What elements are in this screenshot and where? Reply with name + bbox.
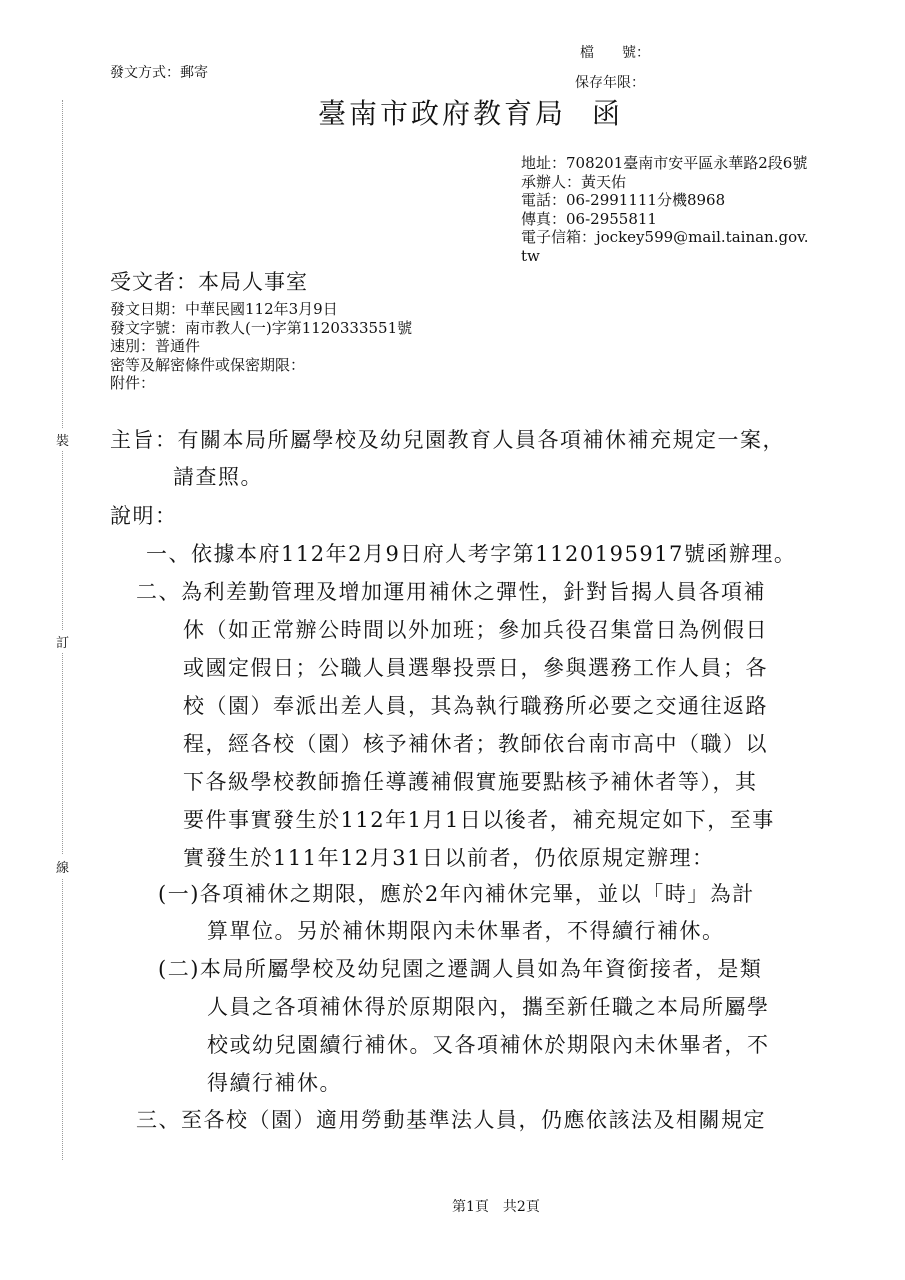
- address: 地址：708201臺南市安平區永華路2段6號: [521, 154, 808, 172]
- explanation-item-3: 三、至各校（園）適用勞動基準法人員，仍應依該法及相關規定: [136, 1108, 766, 1132]
- email: 電子信箱：jockey599@mail.tainan.gov.: [521, 228, 809, 246]
- sub-item-1-line-2: 算單位。另於補休期限內未休畢者，不得續行補休。: [207, 919, 725, 943]
- email-continued: tw: [521, 246, 540, 265]
- secrecy-level: 密等及解密條件或保密期限：: [110, 355, 306, 374]
- page-indicator: 第1頁 共2頁: [452, 1199, 540, 1215]
- retention-period: 保存年限：: [575, 75, 645, 91]
- explanation-item-2-line-6: 下各級學校教師擔任導護補假實施要點核予補休者等），其: [183, 770, 758, 794]
- document-number: 發文字號：南市教人(一)字第1120333551號: [110, 318, 413, 337]
- explanation-item-2-line-8: 實發生於111年12月31日以前者，仍依原規定辦理：: [183, 846, 715, 870]
- explanation-item-2-line-2: 休（如正常辦公時間以外加班；參加兵役召集當日為例假日: [183, 618, 768, 642]
- binding-mark-1: 裝: [56, 428, 69, 451]
- document-meta: [110, 300, 412, 393]
- explanation-item-2-line-4: 校（園）奉派出差人員，其為執行職務所必要之交通往返路: [183, 694, 768, 718]
- subject-line-1: 主旨：有關本局所屬學校及幼兒園教育人員各項補休補充規定一案，: [110, 428, 785, 452]
- explanation-heading: 說明：: [110, 504, 178, 528]
- explanation-item-2-line-3: 或國定假日；公職人員選舉投票日，參與選務工作人員；各: [183, 656, 768, 680]
- document-type: 函: [592, 97, 624, 130]
- issuing-organization: 臺南市政府教育局: [318, 97, 567, 130]
- speed-class: 速別：普通件: [110, 337, 201, 355]
- issue-date: 發文日期：中華民國112年3月9日: [110, 300, 338, 318]
- subject-line-2: 請查照。: [173, 465, 263, 489]
- sub-item-2-line-2: 人員之各項補休得於原期限內，攜至新任職之本局所屬學: [207, 995, 770, 1019]
- explanation-item-2-line-7: 要件事實發生於112年1月1日以後者，補充規定如下，至事: [183, 808, 775, 832]
- binding-mark-2: 訂: [56, 630, 69, 653]
- binding-mark-3: 線: [56, 855, 69, 878]
- dispatch-method: 發文方式：郵寄: [110, 65, 208, 81]
- sub-item-2-line-1: (二)本局所屬學校及幼兒園之遷調人員如為年資銜接者，是類: [158, 957, 763, 981]
- attachment: 附件：: [110, 374, 156, 392]
- file-number: 檔 號：: [580, 45, 650, 61]
- sub-item-2-line-3: 校或幼兒園續行補休。又各項補休於期限內未休畢者，不: [207, 1033, 770, 1057]
- contact-block: [521, 154, 809, 265]
- phone: 電話：06-2991111分機8968: [521, 191, 726, 209]
- explanation-item-1: 一、依據本府112年2月9日府人考字第1120195917號函辦理。: [146, 542, 797, 566]
- recipient: 受文者：本局人事室: [110, 270, 308, 294]
- document-title: [318, 92, 623, 132]
- handler: 承辦人：黃天佑: [521, 172, 627, 191]
- sub-item-1-line-1: (一)各項補休之期限，應於2年內補休完畢，並以「時」為計: [158, 882, 755, 906]
- sub-item-2-line-4: 得續行補休。: [207, 1071, 342, 1095]
- explanation-item-2-line-5: 程，經各校（園）核予補休者；教師依台南市高中（職）以: [183, 732, 768, 756]
- explanation-item-2-line-1: 二、為利差勤管理及增加運用補休之彈性，針對旨揭人員各項補: [136, 580, 766, 604]
- fax: 傳真：06-2955811: [521, 209, 657, 228]
